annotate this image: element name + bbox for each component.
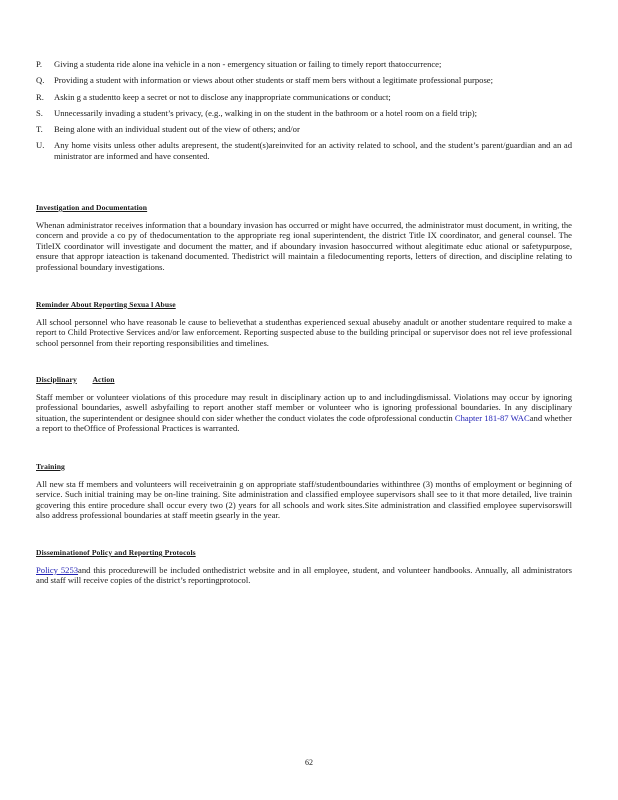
section-body	[36, 392, 572, 434]
section-heading: Disseminationof Policy and Reporting Protocols	[36, 548, 196, 557]
policy-link[interactable]: Policy 5253	[36, 564, 79, 575]
body-text: Staff member or volunteer violations of this procedure may result in disciplinary action up to and includingdismissal. Violations may occur by ignoring professional boundaries, aswell asbyfailing to report another staff member or volunteer who is ignoring professional boundaries. In any disciplinary situation, the superintendent or designee should con sider whether the conduct violates the code ofprofessional conductin	[36, 391, 572, 423]
list-item	[36, 75, 572, 85]
list-item	[36, 92, 572, 102]
reminder-section	[36, 300, 572, 348]
list-item	[36, 108, 572, 118]
list-item	[36, 124, 572, 134]
list-item-letter: S.	[36, 107, 43, 118]
list-item	[36, 59, 572, 69]
section-body	[36, 565, 572, 586]
list-item-letter: Q.	[36, 75, 45, 86]
dissemination-section	[36, 548, 572, 586]
section-body: All new sta ff members and volunteers will receivetrainin g on appropriate staff/studentboundaries withinthree (3) months of employment or beginning of service. Such initial training may be on-line training. Site administration and classified employee supervisors shall see to it that more detailed, live trainin gcovering this entire procedure shall occur every two (2) years for all schools and work sites.Site administration and classified employee supervisorswill also address professional boundaries at staff meetin gsearly in the year.	[36, 478, 572, 521]
list-item-text: Providing a student with information or views about other students or staff mem bers without a legitimate professional purpose;	[54, 75, 493, 86]
list-item-text: Unnecessarily invading a student’s privacy, (e.g., walking in on the student in the bathroom or a hotel room on a field trip);	[54, 107, 478, 118]
list-item	[36, 140, 572, 161]
list-item-text: Any home visits unless other adults arepresent, the student(s)areinvited for an activity related to school, and the student’s parent/guardian and an ad ministrator are informed and have consented.	[54, 140, 572, 161]
section-heading: Training	[36, 462, 65, 471]
list-item-text: Giving a studenta ride alone ina vehicle in a non - emergency situation or failing to timely report thatoccurrence;	[54, 59, 442, 69]
section-heading-part: Action	[92, 375, 115, 384]
section-heading: Reminder About Reporting Sexua l Abuse	[36, 300, 176, 309]
list-item-letter: P.	[36, 59, 42, 69]
prohibited-conduct-list	[36, 59, 572, 167]
list-item-letter: U.	[36, 140, 45, 151]
section-body: All school personnel who have reasonab le cause to believethat a studenthas experienced sexual abuseby anadult or another studentare required to make a report to Child Protective Services and/or law enforcement. Reporting suspected abuse to the building principal or supervisor does not rel ieve professional school personnel from their reporting responsibilities and timelines.	[36, 316, 572, 348]
list-item-letter: T.	[36, 124, 43, 135]
disciplinary-section	[36, 375, 572, 434]
body-text: and whether a report to theOffice of Professional Practices is warranted.	[36, 412, 572, 434]
section-heading: Investigation and Documentation	[36, 203, 148, 212]
list-item-text: Askin g a studentto keep a secret or not to disclose any inappropriate communications or conduct;	[54, 91, 391, 102]
investigation-section	[36, 203, 572, 273]
section-heading	[36, 375, 572, 386]
section-heading-part: Disciplinary	[36, 375, 77, 384]
list-item-text: Being alone with an individual student out of the view of others; and/or	[54, 124, 300, 135]
page-number: 62	[305, 758, 313, 767]
body-text: and this procedurewill be included onthedistrict website and in all employee, student, and volunteer handbooks. Annually, all administrators and staff will receive copies of the district’s reportingprotocol.	[36, 564, 572, 586]
section-body: Whenan administrator receives information that a boundary invasion has occurred or might have occurred, the administrator must document, in writing, the concern and provide a co py of thedocumentation to the appropriate reg ional superintendent, the district Title IX coordinator, and general counsel. The TitleIX coordinator will investigate and document the matter, and if aboundary invasion hasoccurred without alegitimate educ ational or safetypurpose, ensure that appropr iateaction is takenand documented. Thedistrict will maintain a filedocumenting reports, letters of direction, and discipline relating to professional boundary investigations.	[36, 219, 572, 272]
list-item-letter: R.	[36, 91, 44, 102]
training-section	[36, 462, 572, 521]
wac-chapter-link[interactable]: Chapter 181-87 WAC	[454, 412, 530, 423]
